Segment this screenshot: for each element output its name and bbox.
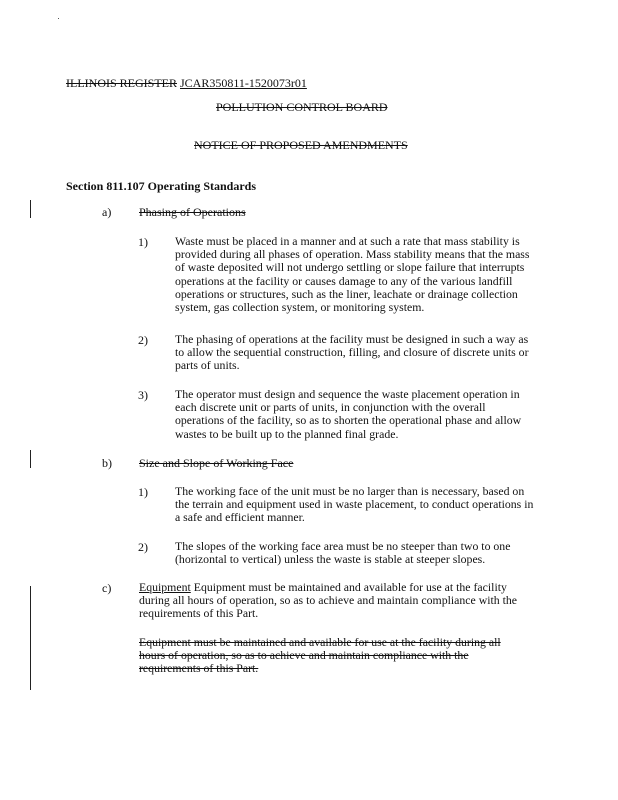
revision-bar-b — [30, 450, 31, 468]
item-a1-label: 1) — [138, 235, 148, 249]
item-a-label: a) — [102, 205, 112, 219]
item-a3-text: The operator must design and sequence the waste placement operation in each discrete unit or parts of units, in conjunction with the overall operations of the facility, so as to shorten the operational phase and allow wastes to be built up to the planned final grade. — [175, 387, 522, 441]
item-c-label: c) — [102, 581, 112, 595]
register-header — [66, 76, 307, 90]
item-c-title-lead: Equipment — [139, 580, 191, 594]
board-name: POLLUTION CONTROL BOARD — [216, 100, 388, 114]
item-a2-label: 2) — [138, 333, 148, 347]
item-a3-label: 3) — [138, 388, 148, 402]
register-id: JCAR350811-1520073r01 — [180, 76, 307, 90]
register-title-struck: ILLINOIS REGISTER — [66, 76, 177, 90]
item-a2-text: The phasing of operations at the facility must be designed in such a way as to allow the sequential construction, filling, and closure of discrete units or parts of units. — [175, 332, 529, 373]
item-c-struck-text: Equipment must be maintained and available for use at the facility during all hours of operation, so as to achieve and maintain compliance with the requirements of this Part. — [139, 635, 501, 676]
revision-bar-a — [30, 200, 31, 218]
item-a1-text: Waste must be placed in a manner and at such a rate that mass stability is provided during all phases of operation. Mass stability means that the mass of waste deposited will not undergo settling or slope failure that interrupts operations at the facility or causes damage to any of the various landfill operations or structures, such as the liner, leachate or drainage collection system, gas collection system, or monitoring system. — [175, 234, 530, 315]
item-b1-text: The working face of the unit must be no larger than is necessary, based on the terrain and equipment used in waste placement, to conduct operations in a safe and efficient manner. — [175, 484, 534, 525]
item-b-label: b) — [102, 456, 112, 470]
item-b2-text: The slopes of the working face area must be no steeper than two to one (horizontal to vertical) unless the waste is stable at steeper slopes. — [175, 539, 511, 567]
section-heading: Section 811.107 Operating Standards — [66, 179, 257, 193]
item-c-text-block — [139, 581, 539, 621]
scan-speck — [58, 18, 59, 19]
item-a-title: Phasing of Operations — [139, 205, 246, 219]
revision-bar-c — [30, 586, 31, 690]
item-c-text: Equipment must be maintained and available for use at the facility during all hours of operation, so as to achieve and maintain compliance with the requirements of this Part. — [139, 580, 518, 621]
item-b-title: Size and Slope of Working Face — [139, 456, 294, 470]
item-b1-label: 1) — [138, 485, 148, 499]
notice-title: NOTICE OF PROPOSED AMENDMENTS — [194, 138, 408, 152]
item-b2-label: 2) — [138, 540, 148, 554]
